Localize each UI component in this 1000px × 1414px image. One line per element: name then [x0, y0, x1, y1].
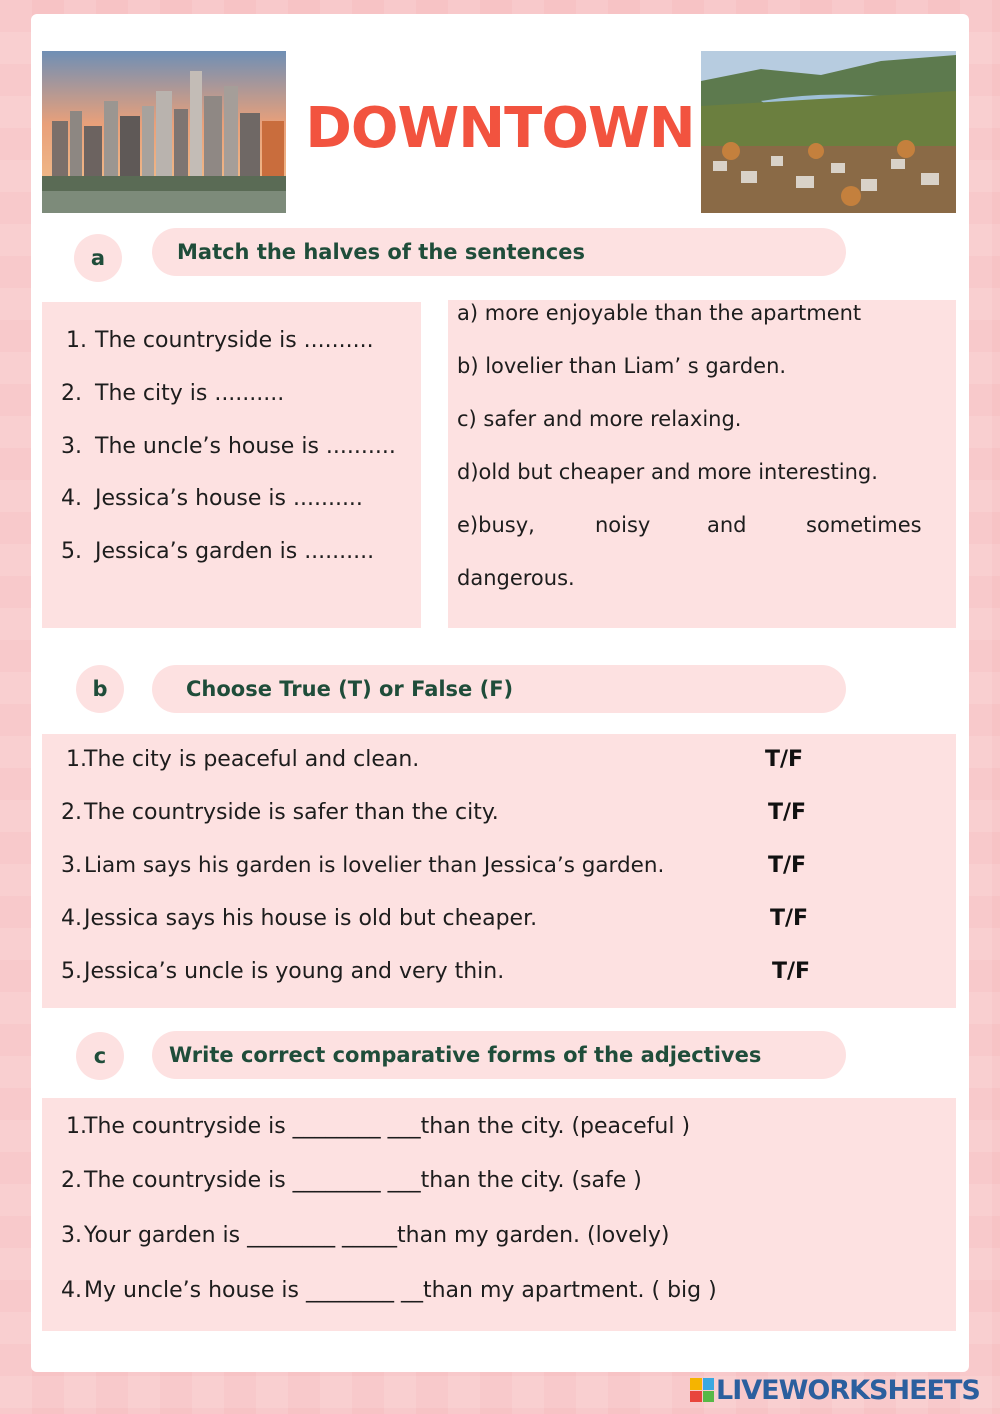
match-right-item: d)old but cheaper and more interesting. — [457, 460, 878, 484]
comparative-item[interactable]: Your garden is ________ _____than my garden. (lovely) — [84, 1223, 670, 1248]
section-a-badge: a — [74, 234, 122, 282]
match-left-item: The uncle’s house is .......... — [95, 434, 396, 459]
match-left-item: The countryside is .......... — [95, 328, 374, 353]
comparative-item[interactable]: The countryside is ________ ___than the city. (peaceful ) — [84, 1114, 691, 1139]
match-right-item: b) lovelier than Liam’ s garden. — [457, 354, 787, 378]
match-right-item: a) more enjoyable than the apartment — [457, 301, 862, 325]
section-b-badge: b — [76, 665, 124, 713]
match-number: 4. — [61, 486, 82, 511]
liveworksheets-logo-icon — [690, 1378, 714, 1402]
exercise-number: 3. — [61, 1223, 82, 1248]
liveworksheets-logo — [690, 1372, 980, 1408]
section-c-badge: c — [76, 1032, 124, 1080]
match-left-item: The city is .......... — [95, 381, 285, 406]
section-a-heading: Match the halves of the sentences — [152, 228, 846, 276]
true-false-choice[interactable]: T/F — [768, 853, 807, 878]
exercise-number: 2. — [61, 1168, 82, 1193]
true-false-choice[interactable]: T/F — [772, 959, 811, 984]
countryside-village-photo — [701, 51, 956, 213]
statement-number: 4. — [61, 906, 82, 931]
exercise-number: 4. — [61, 1278, 82, 1303]
comparative-item[interactable]: My uncle’s house is ________ __than my apartment. ( big ) — [84, 1278, 717, 1303]
statement-text: Jessica’s uncle is young and very thin. — [84, 959, 505, 984]
page-title: DOWNTOWN — [305, 96, 695, 161]
match-number: 3. — [61, 434, 82, 459]
statement-text: The city is peaceful and clean. — [84, 747, 420, 772]
logo-text: LIVEWORKSHEETS — [716, 1374, 980, 1406]
comparative-item[interactable]: The countryside is ________ ___than the city. (safe ) — [84, 1168, 642, 1193]
true-false-choice[interactable]: T/F — [770, 906, 809, 931]
match-number: 5. — [61, 539, 82, 564]
match-number: 1. — [66, 328, 87, 353]
match-left-item: Jessica’s house is .......... — [95, 486, 363, 511]
statement-text: Liam says his garden is lovelier than Jessica’s garden. — [84, 853, 665, 878]
exercise-number: 1. — [66, 1114, 87, 1139]
match-right-item: e)busy, — [457, 513, 535, 537]
statement-number: 3. — [61, 853, 82, 878]
section-b-heading: Choose True (T) or False (F) — [152, 665, 846, 713]
true-false-choice[interactable]: T/F — [765, 747, 804, 772]
match-right-item: sometimes — [806, 513, 922, 537]
match-right-item: noisy — [595, 513, 651, 537]
match-right-item: and — [707, 513, 747, 537]
section-c-heading: Write correct comparative forms of the adjectives — [152, 1031, 846, 1079]
match-right-item: c) safer and more relaxing. — [457, 407, 742, 431]
statement-text: The countryside is safer than the city. — [84, 800, 499, 825]
statement-text: Jessica says his house is old but cheaper. — [84, 906, 538, 931]
city-skyline-photo — [42, 51, 286, 213]
statement-number: 2. — [61, 800, 82, 825]
statement-number: 5. — [61, 959, 82, 984]
match-number: 2. — [61, 381, 82, 406]
match-right-item: dangerous. — [457, 566, 575, 590]
match-left-item: Jessica’s garden is .......... — [95, 539, 375, 564]
true-false-choice[interactable]: T/F — [768, 800, 807, 825]
statement-number: 1. — [66, 747, 87, 772]
